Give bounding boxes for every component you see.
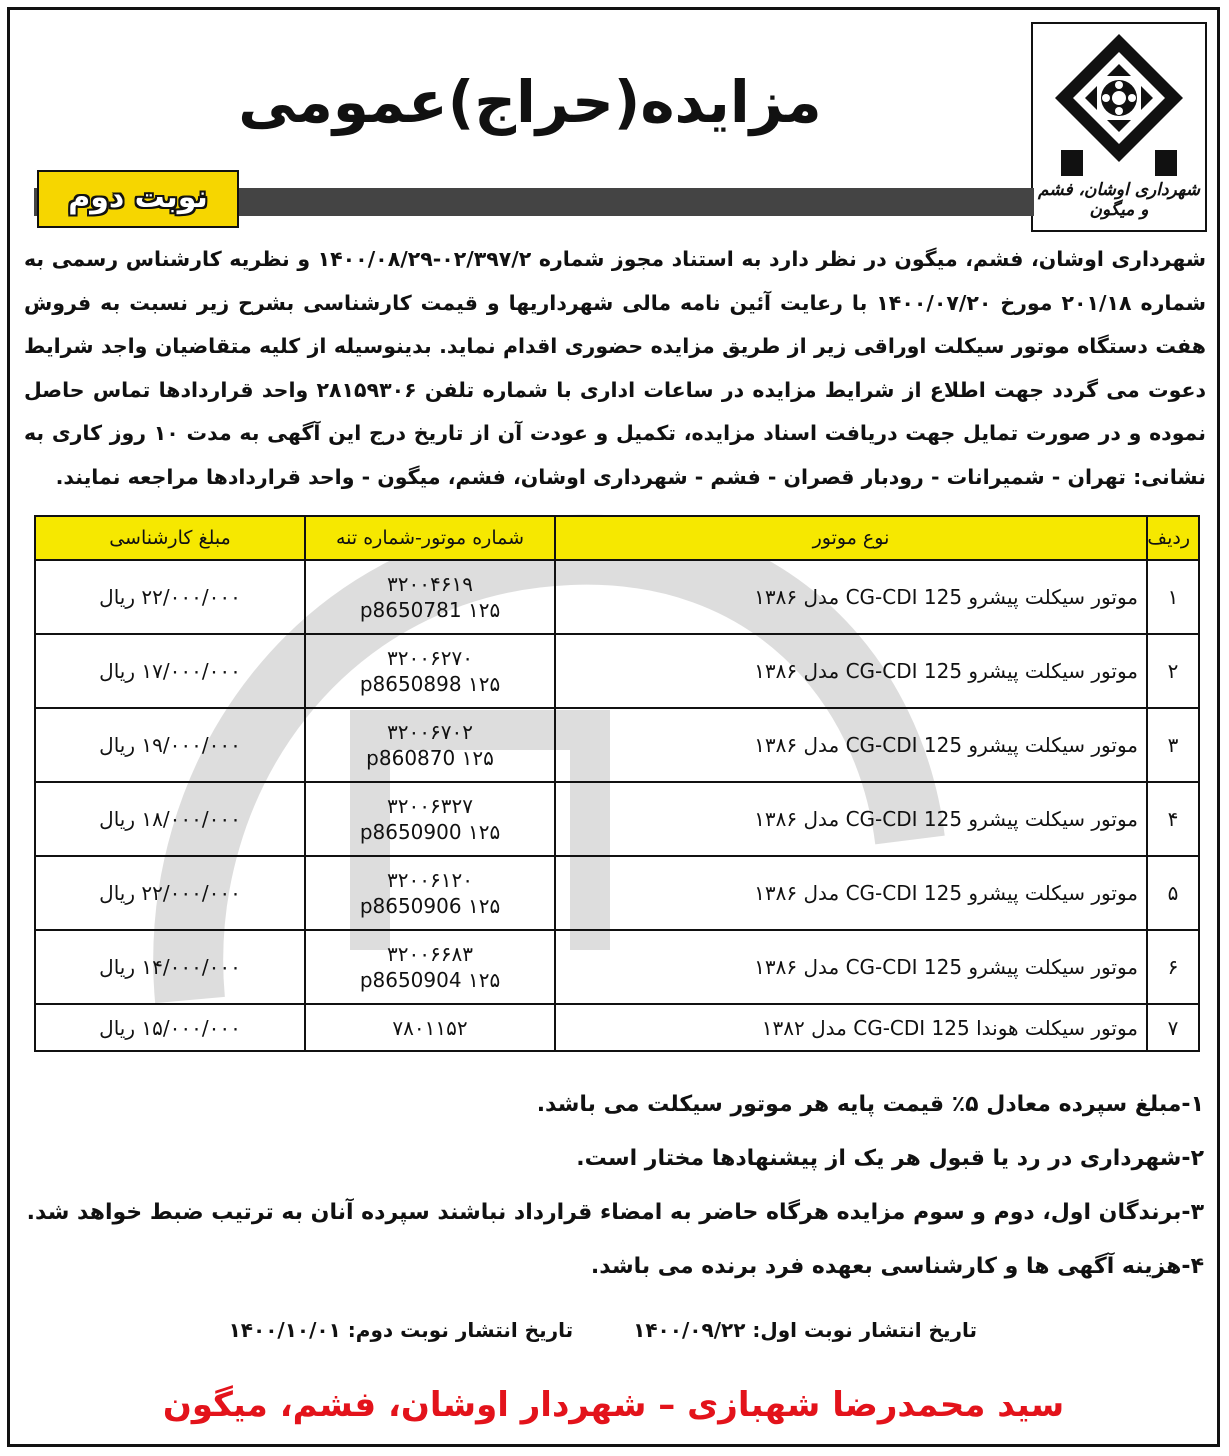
motor-type: موتور سیکلت پیشرو CG-CDI 125 مدل ۱۳۸۶ bbox=[555, 560, 1147, 634]
motor-type: موتور سیکلت پیشرو CG-CDI 125 مدل ۱۳۸۶ bbox=[555, 930, 1147, 1004]
chassis-number: ۱۲۵ p8650904 bbox=[359, 968, 501, 992]
motor-type: موتور سیکلت پیشرو CG-CDI 125 مدل ۱۳۸۶ bbox=[555, 634, 1147, 708]
expert-price: ۱۸/۰۰۰/۰۰۰ ریال bbox=[35, 782, 305, 856]
announcement-page bbox=[7, 7, 1220, 1447]
row-number: ۱ bbox=[1147, 560, 1199, 634]
chassis-number: ۱۲۵ p860870 bbox=[366, 746, 494, 770]
engine-chassis-cell bbox=[305, 1004, 555, 1051]
engine-chassis-cell bbox=[305, 708, 555, 782]
municipality-logo bbox=[1031, 22, 1207, 232]
row-number: ۲ bbox=[1147, 634, 1199, 708]
logo-caption: شهرداری اوشان، فشم و میگون bbox=[1037, 180, 1201, 220]
condition-item: ۴-هزینه آگهی ها و کارشناسی بعهده فرد برنده می باشد. bbox=[590, 1254, 1204, 1279]
engine-number: ۳۲۰۰۶۷۰۲ bbox=[387, 720, 473, 744]
motor-type: موتور سیکلت پیشرو CG-CDI 125 مدل ۱۳۸۶ bbox=[555, 708, 1147, 782]
round-badge: نوبت دوم bbox=[37, 170, 239, 228]
header-motor-type: نوع موتور bbox=[555, 516, 1147, 560]
engine-number: ۳۲۰۰۶۲۷۰ bbox=[387, 646, 473, 670]
expert-price: ۱۷/۰۰۰/۰۰۰ ریال bbox=[35, 634, 305, 708]
chassis-number: ۱۲۵ p8650906 bbox=[359, 894, 501, 918]
engine-number: ۳۲۰۰۶۶۸۳ bbox=[387, 942, 473, 966]
motor-type: موتور سیکلت هوندا CG-CDI 125 مدل ۱۳۸۲ bbox=[555, 1004, 1147, 1051]
row-number: ۶ bbox=[1147, 930, 1199, 1004]
table-row bbox=[35, 708, 1199, 782]
engine-number: ۳۲۰۰۶۳۲۷ bbox=[387, 794, 473, 818]
items-table bbox=[34, 515, 1200, 1052]
table-row bbox=[35, 856, 1199, 930]
municipality-emblem-icon bbox=[1053, 32, 1185, 182]
engine-number: ۷۸۰۱۱۵۲ bbox=[392, 1015, 468, 1040]
table-header-row bbox=[35, 516, 1199, 560]
engine-chassis-cell bbox=[305, 634, 555, 708]
page-title: مزایده(حراج)عمومی bbox=[238, 68, 822, 136]
first-publish-date: تاریخ انتشار نوبت اول: ۱۴۰۰/۰۹/۲۲ bbox=[633, 1318, 977, 1342]
condition-item: ۲-شهرداری در رد یا قبول هر یک از پیشنهادها مختار است. bbox=[576, 1146, 1204, 1171]
publish-dates bbox=[24, 1318, 977, 1342]
engine-chassis-cell bbox=[305, 560, 555, 634]
chassis-number: ۱۲۵ p8650898 bbox=[359, 672, 501, 696]
engine-number: ۳۲۰۰۶۱۲۰ bbox=[387, 868, 473, 892]
engine-number: ۳۲۰۰۴۶۱۹ bbox=[387, 572, 473, 596]
table-row bbox=[35, 560, 1199, 634]
engine-chassis-cell bbox=[305, 930, 555, 1004]
mayor-signature: سید محمدرضا شهبازی – شهردار اوشان، فشم، میگون bbox=[162, 1385, 1065, 1425]
table-row bbox=[35, 782, 1199, 856]
engine-chassis-cell bbox=[305, 856, 555, 930]
expert-price: ۲۲/۰۰۰/۰۰۰ ریال bbox=[35, 560, 305, 634]
header-engine-chassis: شماره موتور-شماره تنه bbox=[305, 516, 555, 560]
chassis-number: ۱۲۵ p8650900 bbox=[359, 820, 501, 844]
motor-type: موتور سیکلت پیشرو CG-CDI 125 مدل ۱۳۸۶ bbox=[555, 782, 1147, 856]
intro-paragraph: شهرداری اوشان، فشم، میگون در نظر دارد به استناد مجوز شماره ۰۲/۳۹۷/۲-۱۴۰۰/۰۸/۲۹ و نظریه کارشناس رسمی به شماره ۲۰۱/۱۸ مورخ ۱۴۰۰/۰۷/۲۰ با رعایت آئین نامه مالی شهرداریها و قیمت کارشناسی بشرح زیر نسبت به فروش هفت دستگاه موتور سیکلت اوراقی زیر از طریق مزایده حضوری اقدام نماید. بدینوسیله از کلیه متقاضیان واجد شرایط دعوت می گردد جهت اطلاع از شرایط مزایده در ساعات اداری با شماره تلفن ۲۸۱۵۹۳۰۶ واحد قراردادها تماس حاصل نموده و در صورت تمایل جهت دریافت اسناد مزایده، تکمیل و عودت آن از تاریخ درج این آگهی به مدت ۱۰ روز کاری به نشانی: تهران - شمیرانات - رودبار قصران - فشم - شهرداری اوشان، فشم، میگون - واحد قراردادها مراجعه نمایند. bbox=[24, 247, 1207, 489]
row-number: ۵ bbox=[1147, 856, 1199, 930]
row-number: ۳ bbox=[1147, 708, 1199, 782]
chassis-number: ۱۲۵ p8650781 bbox=[359, 598, 501, 622]
expert-price: ۱۹/۰۰۰/۰۰۰ ریال bbox=[35, 708, 305, 782]
engine-chassis-cell bbox=[305, 782, 555, 856]
header-row-number: ردیف bbox=[1147, 516, 1199, 560]
condition-item: ۳-برندگان اول، دوم و سوم مزایده هرگاه حاضر به امضاء قرارداد نباشند سپرده آنان به ترتیب ضبط خواهد شد. bbox=[26, 1200, 1204, 1225]
expert-price: ۱۴/۰۰۰/۰۰۰ ریال bbox=[35, 930, 305, 1004]
table-row bbox=[35, 1004, 1199, 1051]
row-number: ۴ bbox=[1147, 782, 1199, 856]
condition-item: ۱-مبلغ سپرده معادل ۵٪ قیمت پایه هر موتور سیکلت می باشد. bbox=[536, 1092, 1204, 1117]
second-publish-date: تاریخ انتشار نوبت دوم: ۱۴۰۰/۱۰/۰۱ bbox=[228, 1318, 574, 1342]
expert-price: ۲۲/۰۰۰/۰۰۰ ریال bbox=[35, 856, 305, 930]
motor-type: موتور سیکلت پیشرو CG-CDI 125 مدل ۱۳۸۶ bbox=[555, 856, 1147, 930]
expert-price: ۱۵/۰۰۰/۰۰۰ ریال bbox=[35, 1004, 305, 1051]
table-row bbox=[35, 930, 1199, 1004]
header-expert-price: مبلغ کارشناسی bbox=[35, 516, 305, 560]
row-number: ۷ bbox=[1147, 1004, 1199, 1051]
table-row bbox=[35, 634, 1199, 708]
